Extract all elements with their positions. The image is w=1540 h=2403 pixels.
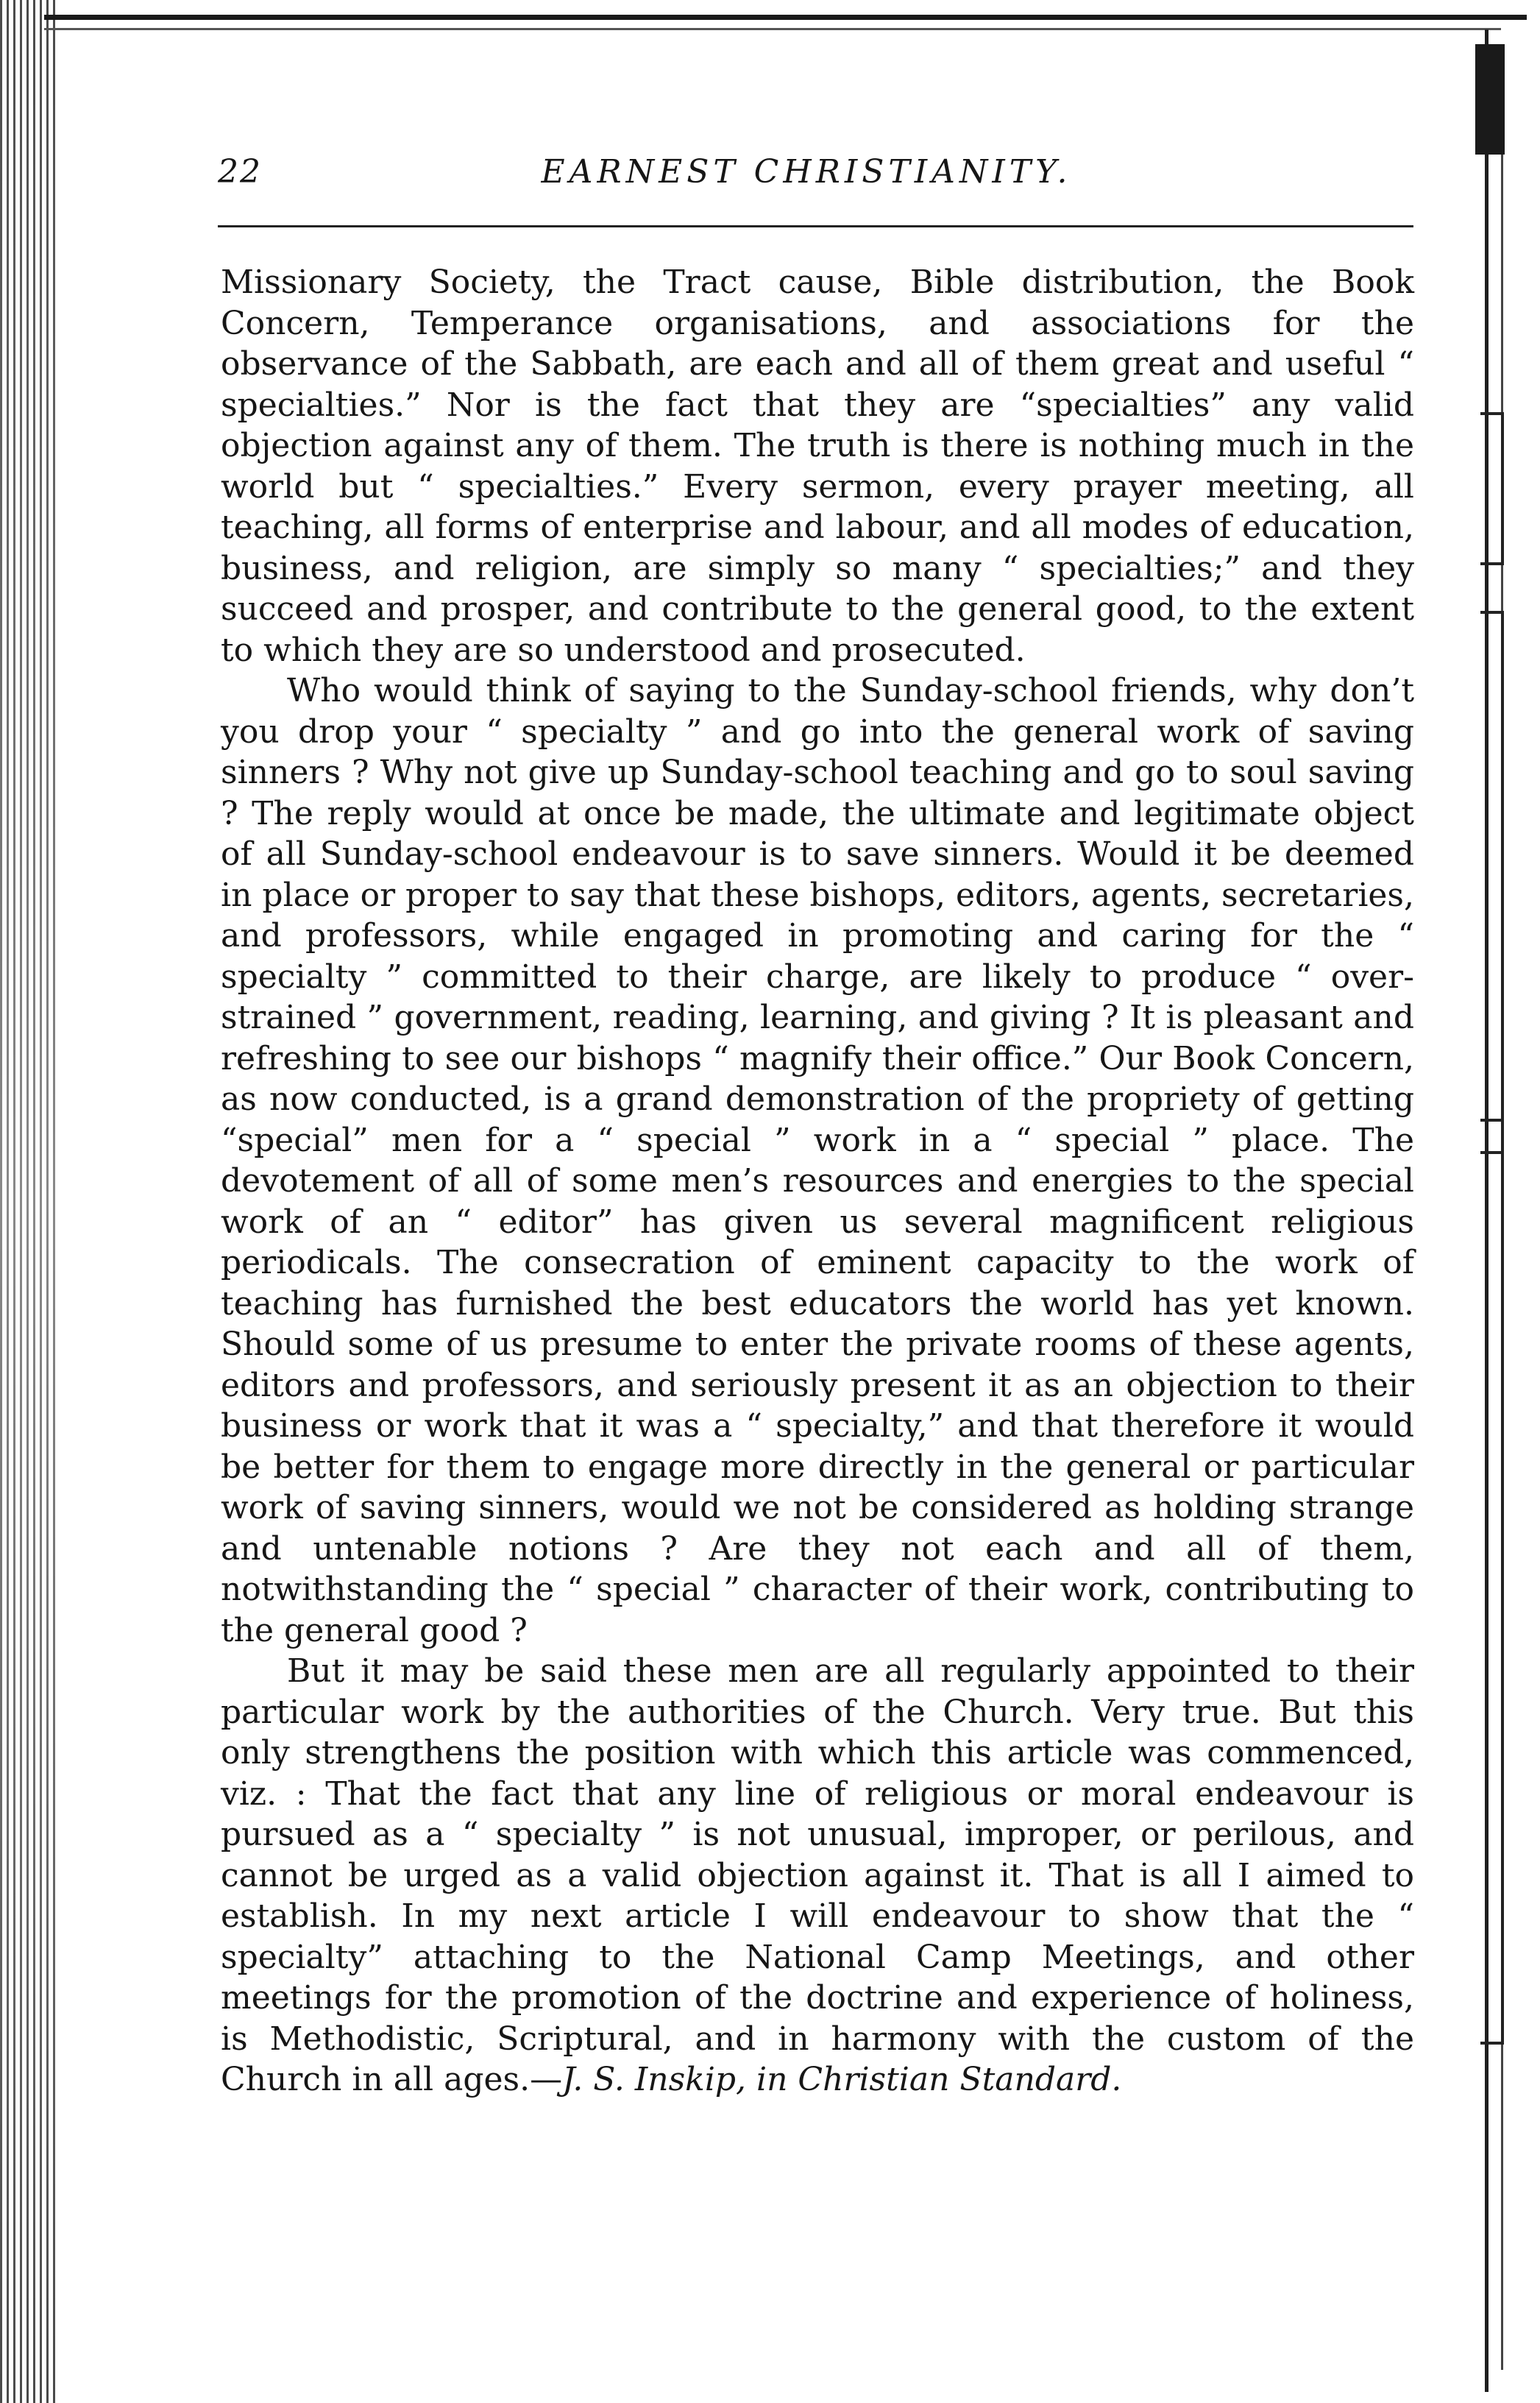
signature-dash: — xyxy=(530,2061,563,2098)
paragraph: Who would think of saying to the Sunday-school friends, why don’t you drop your “ specialty ” and go into the general work of saving sinners ? Why not give up Sunday-school teaching and go to soul saving ? The reply would at once be made, the ultimate and legitimate object of all Sunday-school endeavour is to save sinners. Would it be deemed in place or proper to say that these bishops, editors, agents, secretaries, and professors, while engaged in promoting and caring for the “ specialty ” committed to their charge, are likely to produce “ over-strained ” government, reading, learning, and giving ? It is pleasant and refreshing to see our bishops “ magnify their office.” Our Book Concern, as now conducted, is a grand demonstration of the propriety of getting “special” men for a “ special ” work in a “ special ” place. The devotement of all of some men’s resources and energies to the special work of an “ editor” has given us several magnificent religious periodicals. The consecration of eminent capacity to the work of teaching has furnished the best educators the world has yet known. Should some of us presume to enter the private rooms of these agents, editors and professors, and seriously present it as an objection to their business or work that it was a “ specialty,” and that therefore it would be better for them to engage more directly in the general or particular work of saving sinners, would we not be considered as holding strange and untenable notions ? Are they not each and all of them, notwithstanding the “ special ” character of their work, contributing to the general good ? xyxy=(221,672,1414,1649)
author-signature: J. S. Inskip, in Christian Standard. xyxy=(562,2061,1122,2098)
page-number: 22 xyxy=(218,153,262,191)
top-border-rule-secondary xyxy=(44,28,1501,30)
article-body xyxy=(221,262,1414,2101)
paragraph-with-signature xyxy=(221,1651,1414,2101)
page-header xyxy=(218,153,1413,205)
paragraph-text: But it may be said these men are all regularly appointed to their particular work by the authorities of the Church. Very true. But this only strengthens the position with which this article was commenced, viz. : That the fact that any line of religious or moral endeavour is pursued as a “ specialty ” is not unusual, improper, or perilous, and cannot be urged as a valid objection against it. That is all I aimed to establish. In my next article I will endeavour to show that the “ specialty” attaching to the National Camp Meetings, and other meetings for the promotion of the doctrine and experience of holiness, is Methodistic, Scriptural, and in harmony with the custom of the Church in all ages. xyxy=(221,1652,1414,2098)
running-title: EARNEST CHRISTIANITY. xyxy=(541,153,1072,191)
margin-bracket xyxy=(1480,1119,1504,2045)
page-tab-mark xyxy=(1475,44,1505,155)
header-rule xyxy=(218,225,1413,227)
binding-edge-shade xyxy=(0,0,55,2403)
paragraph: Missionary Society, the Tract cause, Bible distribution, the Book Concern, Temperance organisations, and associations for the observance of the Sabbath, are each and all of them great and useful “ specialties.” Nor is the fact that they are “specialties” any valid objection against any of them. The truth is there is nothing much in the world but “ specialties.” Every sermon, every prayer meeting, all teaching, all forms of enterprise and labour, and all modes of education, business, and religion, are simply so many “ specialties;” and they succeed and prosper, and contribute to the general good, to the extent to which they are so understood and prosecuted. xyxy=(221,263,1414,669)
margin-bracket xyxy=(1480,611,1504,1154)
top-border-rule xyxy=(44,15,1527,20)
margin-bracket xyxy=(1480,412,1504,565)
